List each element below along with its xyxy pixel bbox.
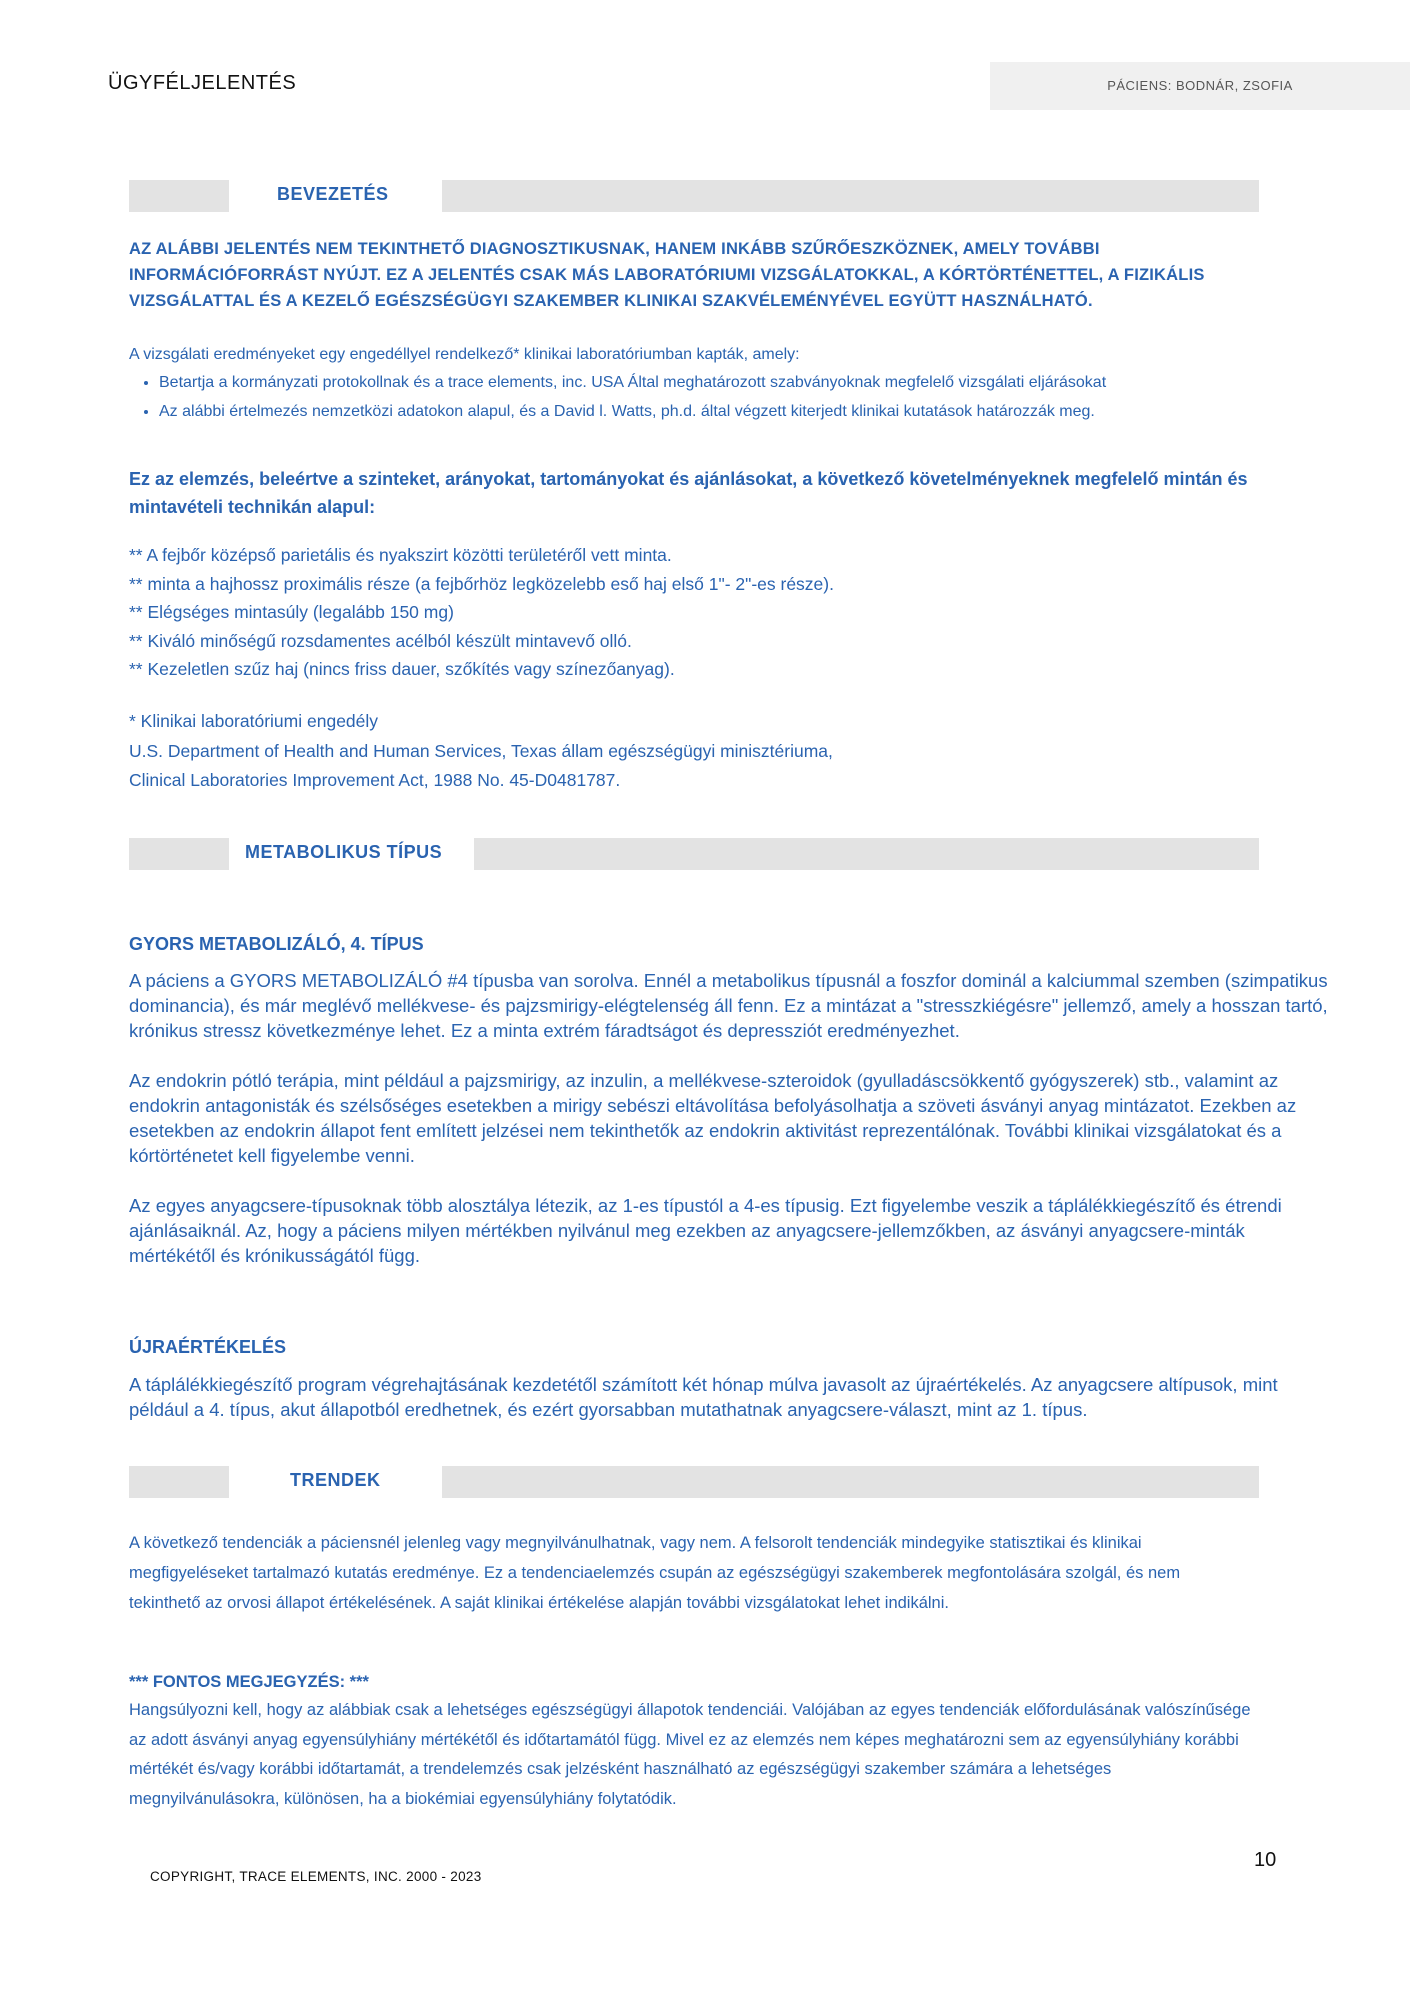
license-line: * Klinikai laboratóriumi engedély	[129, 711, 379, 731]
reevaluation-text: A táplálékkiegészítő program végrehajtásának kezdetétől számított két hónap múlva javasolt az újraértékelés. Az anyagcsere altípusok, mint például a 4. típus, akut állapotból eredhetnek, és ezért gyorsabban mutathatnak anyagcsere-választ, mint az 1. típus.	[129, 1374, 1278, 1420]
license-block	[129, 707, 1279, 796]
section-heading-intro: BEVEZETÉS	[277, 184, 389, 204]
list-item: • Betartja a kormányzati protokollnak és a trace elements, inc. USA Által meghatározott szabványoknak megfelelő vizsgálati eljárásokat	[159, 368, 1279, 397]
section-heading-trends: TRENDEK	[290, 1470, 381, 1490]
list-item: ** A fejbőr középső parietális és nyakszirt közötti területéről vett minta.	[129, 545, 672, 565]
lab-intro-text: A vizsgálati eredményeket egy engedéllyel rendelkező* klinikai laboratóriumban kapták, amely:	[129, 346, 800, 363]
list-item: ** minta a hajhossz proximális része (a fejbőrhöz legközelebb eső haj első 1"- 2"-es része).	[129, 573, 834, 594]
license-line: Clinical Laboratories Improvement Act, 1988 No. 45-D0481787.	[129, 770, 621, 790]
report-title: ÜGYFÉLJELENTÉS	[108, 72, 297, 94]
section-bar-right	[442, 1466, 1259, 1498]
section-bar-left	[129, 180, 229, 212]
trends-text: A következő tendenciák a páciensnél jelenleg vagy megnyilvánulhatnak, vagy nem. A felsorolt tendenciák mindegyike statisztikai és klinikai megfigyeléseket tartalmazó kutatás eredménye. Ez a tendenciaelemzés csupán az egészségügyi szakemberek megfontolására szolgál, és nem tekinthető az orvosi állapot értékelésének. A saját klinikai értékelése alapján további vizsgálatokat lehet indikálni.	[129, 1534, 1181, 1612]
reevaluation-heading: ÚJRAÉRTÉKELÉS	[129, 1337, 287, 1357]
section-bar-right	[442, 180, 1259, 212]
requirements-list	[129, 541, 1279, 684]
analysis-heading: Ez az elemzés, beleértve a szinteket, arányokat, tartományokat és ajánlásokat, a következő követelményeknek megfelelő mintán és mintavételi technikán alapul:	[129, 469, 1248, 517]
list-item: ** Kiváló minőségű rozsdamentes acélból készült mintavevő olló.	[129, 630, 632, 651]
lab-bullet-list	[129, 368, 1279, 426]
license-line: U.S. Department of Health and Human Services, Texas állam egészségügyi minisztériuma,	[129, 740, 833, 761]
copyright-text: COPYRIGHT, TRACE ELEMENTS, INC. 2000 - 2023	[150, 1869, 482, 1884]
disclaimer-text: AZ ALÁBBI JELENTÉS NEM TEKINTHETŐ DIAGNOSZTIKUSNAK, HANEM INKÁBB SZŰRŐESZKÖZNEK, AMELY TOVÁBBI INFORMÁCIÓFORRÁST NYÚJT. EZ A JELENTÉS CSAK MÁS LABORATÓRIUMI VIZSGÁLATOKKAL, A KÓRTÖRTÉNETTEL, A FIZIKÁLIS VIZSGÁLATTAL ÉS A KEZELŐ EGÉSZSÉGÜGYI SZAKEMBER KLINIKAI SZAKVÉLEMÉNYÉVEL EGYÜTT HASZNÁLHATÓ.	[129, 240, 1205, 310]
paragraph: A páciens a GYORS METABOLIZÁLÓ #4 típusba van sorolva. Ennél a metabolikus típusnál a foszfor dominál a kalciummal szemben (szimpatikus dominancia), és már meglévő mellékvese- és pajzsmirigy-elégtelenség áll fenn. Ez a mintázat a "stresszkiégésre" jellemző, amely a hosszan tartó, krónikus stressz következménye lehet. Ez a minta extrém fáradtságot és depressziót eredményezhet.	[129, 970, 1328, 1041]
note-text: Hangsúlyozni kell, hogy az alábbiak csak a lehetséges egészségügyi állapotok tendenciái. Valójában az egyes tendenciák előfordulásának valószínűsége az adott ásványi anyag egyensúlyhiány mértékétől és időtartamától függ. Mivel ez az elemzés nem képes meghatározni sem az egyensúlyhiány korábbi mértékét és/vagy korábbi időtartamát, a trendelemzés csak jelzésként használható az egészségügyi szakember számára a lehetséges megnyilvánulásokra, különösen, ha a biokémiai egyensúlyhiány folytatódik.	[129, 1701, 1251, 1808]
section-bar-left	[129, 1466, 229, 1498]
section-bar-left	[129, 838, 229, 870]
section-bar-right	[474, 838, 1259, 870]
list-item: ** Elégséges mintasúly (legalább 150 mg)	[129, 602, 454, 622]
list-item: ** Kezeletlen szűz haj (nincs friss dauer, szőkítés vagy színezőanyag).	[129, 659, 675, 679]
list-item: • Az alábbi értelmezés nemzetközi adatokon alapul, és a David l. Watts, ph.d. által végzett kiterjedt klinikai kutatások határozzák meg.	[159, 397, 1279, 426]
metabolic-body	[129, 968, 1329, 1268]
note-heading: *** FONTOS MEGJEGYZÉS: ***	[129, 1673, 369, 1691]
paragraph: Az egyes anyagcsere-típusoknak több alosztálya létezik, az 1-es típustól a 4-es típusig. Ezt figyelembe veszik a táplálékkiegészítő és étrendi ajánlásaiknál. Az, hogy a páciens milyen mértékben nyilvánul meg ezekben az anyagcsere-jellemzőkben, az ásványi anyagcsere-minták mértékétől és krónikusságától függ.	[129, 1195, 1282, 1266]
paragraph: Az endokrin pótló terápia, mint például a pajzsmirigy, az inzulin, a mellékvese-szteroidok (gyulladáscsökkentő gyógyszerek) stb., valamint az endokrin antagonisták és szélsőséges esetekben a mirigy sebészi eltávolítása befolyásolhatja a szöveti ásványi anyag mintázatot. Ezekben az esetekben az endokrin állapot fent említett jelzései nem tekinthetők az endokrin aktivitást reprezentálónak. További klinikai vizsgálatokat és a kórtörténetet kell figyelembe venni.	[129, 1070, 1297, 1166]
important-note	[129, 1668, 1254, 1814]
section-heading-metabolic: METABOLIKUS TÍPUS	[245, 842, 443, 862]
patient-label: PÁCIENS: BODNÁR, ZSOFIA	[1107, 78, 1293, 93]
page-number: 10	[1254, 1849, 1277, 1871]
patient-box	[990, 62, 1410, 110]
lab-intro-block	[129, 342, 1279, 426]
metabolic-type-heading: GYORS METABOLIZÁLÓ, 4. TÍPUS	[129, 934, 424, 954]
